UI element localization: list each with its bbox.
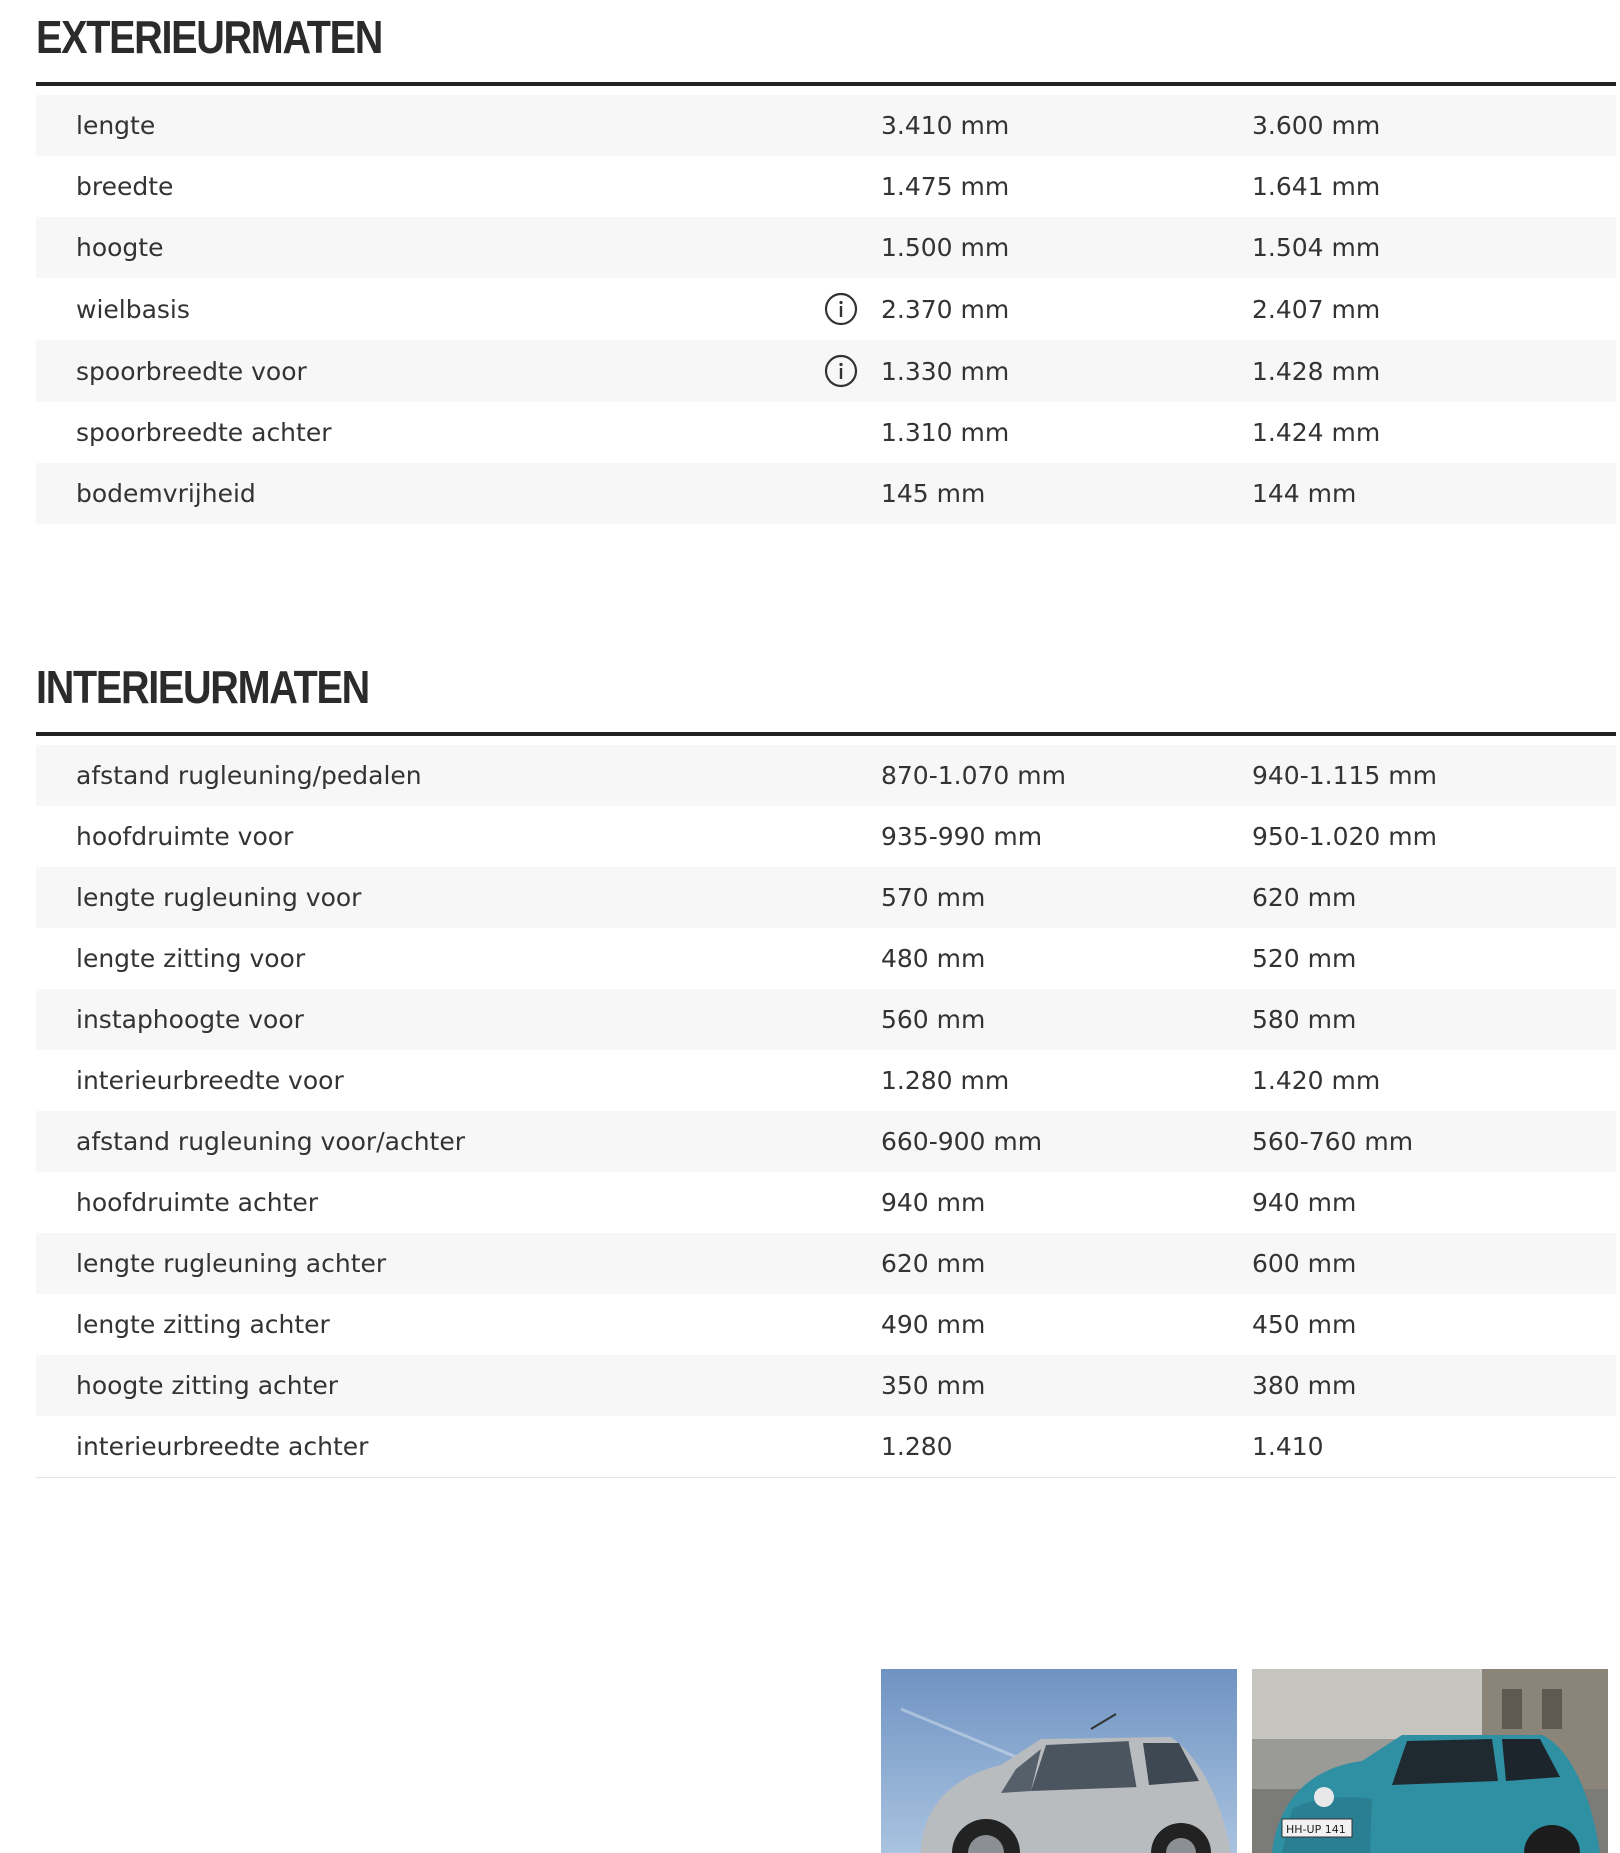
row-label: breedte (76, 172, 174, 201)
table-row (36, 340, 1616, 402)
table-row (36, 806, 1616, 867)
row-label: wielbasis (76, 294, 190, 324)
info-circle-icon[interactable] (824, 292, 858, 326)
value-car-2: 950-1.020 mm (1252, 822, 1437, 851)
section-interior (36, 652, 1616, 1478)
table-row (36, 1294, 1616, 1355)
table-row (36, 217, 1616, 278)
value-car-2: 580 mm (1252, 1005, 1357, 1034)
row-label: hoogte zitting achter (76, 1371, 339, 1400)
row-label: hoogte (76, 233, 164, 262)
value-car-1: 870-1.070 mm (881, 761, 1066, 790)
silver-hatchback-photo[interactable] (881, 1669, 1237, 1853)
section-divider (36, 82, 1616, 86)
value-car-1: 935-990 mm (881, 822, 1043, 851)
table-row (36, 745, 1616, 806)
value-car-2: 1.428 mm (1252, 356, 1381, 386)
value-car-1: 660-900 mm (881, 1127, 1043, 1156)
value-car-1: 1.280 mm (881, 1066, 1010, 1095)
value-car-1: 3.410 mm (881, 111, 1010, 140)
value-car-1: 940 mm (881, 1188, 986, 1217)
value-car-2: 1.504 mm (1252, 233, 1381, 262)
value-car-2: 1.410 (1252, 1432, 1324, 1461)
value-car-2: 620 mm (1252, 883, 1357, 912)
value-car-1: 1.280 (881, 1432, 953, 1461)
value-car-1: 1.330 mm (881, 356, 1010, 386)
section-exterior (36, 0, 1616, 524)
row-label: spoorbreedte voor (76, 356, 307, 386)
row-label: interieurbreedte voor (76, 1066, 344, 1095)
value-car-2: 380 mm (1252, 1371, 1357, 1400)
table-row (36, 95, 1616, 156)
table-row (36, 867, 1616, 928)
value-car-1: 480 mm (881, 944, 986, 973)
section-title: INTERIEURMATEN (36, 661, 369, 713)
table-row (36, 928, 1616, 989)
value-car-2: 144 mm (1252, 479, 1357, 508)
row-label: lengte zitting achter (76, 1310, 330, 1339)
row-label: bodemvrijheid (76, 479, 256, 508)
value-car-1: 1.475 mm (881, 172, 1010, 201)
value-car-1: 145 mm (881, 479, 986, 508)
value-car-2: 940 mm (1252, 1188, 1357, 1217)
value-car-1: 490 mm (881, 1310, 986, 1339)
dimensions-table (36, 745, 1616, 1477)
row-label: lengte (76, 111, 156, 140)
value-car-1: 560 mm (881, 1005, 986, 1034)
license-plate-text: HH-UP 141 (1286, 1823, 1346, 1836)
row-label: afstand rugleuning voor/achter (76, 1127, 466, 1156)
section-title: EXTERIEURMATEN (36, 11, 383, 63)
table-row (36, 1111, 1616, 1172)
row-label: hoofdruimte achter (76, 1188, 319, 1217)
table-row (36, 156, 1616, 217)
value-car-2: 520 mm (1252, 944, 1357, 973)
row-label: instaphoogte voor (76, 1005, 304, 1034)
dimensions-table (36, 95, 1616, 524)
info-circle-icon[interactable] (824, 354, 858, 388)
value-car-1: 2.370 mm (881, 294, 1010, 324)
table-row (36, 278, 1616, 340)
value-car-2: 1.424 mm (1252, 418, 1381, 447)
value-car-2: 450 mm (1252, 1310, 1357, 1339)
value-car-1: 350 mm (881, 1371, 986, 1400)
row-label: spoorbreedte achter (76, 418, 332, 447)
row-label: lengte zitting voor (76, 944, 306, 973)
row-label: hoofdruimte voor (76, 822, 294, 851)
value-car-2: 2.407 mm (1252, 294, 1381, 324)
row-label: lengte rugleuning achter (76, 1249, 387, 1278)
value-car-1: 570 mm (881, 883, 986, 912)
value-car-1: 1.500 mm (881, 233, 1010, 262)
section-divider (36, 732, 1616, 736)
table-row (36, 1172, 1616, 1233)
value-car-2: 3.600 mm (1252, 111, 1381, 140)
value-car-2: 600 mm (1252, 1249, 1357, 1278)
row-label: lengte rugleuning voor (76, 883, 362, 912)
value-car-2: 1.641 mm (1252, 172, 1381, 201)
value-car-2: 1.420 mm (1252, 1066, 1381, 1095)
value-car-2: 560-760 mm (1252, 1127, 1414, 1156)
row-label: interieurbreedte achter (76, 1432, 369, 1461)
row-label: afstand rugleuning/pedalen (76, 761, 422, 790)
table-row (36, 1416, 1616, 1477)
table-row (36, 463, 1616, 524)
table-row (36, 1050, 1616, 1111)
table-row (36, 402, 1616, 463)
table-row (36, 989, 1616, 1050)
value-car-1: 1.310 mm (881, 418, 1010, 447)
value-car-1: 620 mm (881, 1249, 986, 1278)
table-row (36, 1355, 1616, 1416)
table-bottom-border (36, 1477, 1616, 1478)
value-car-2: 940-1.115 mm (1252, 761, 1437, 790)
blue-hatchback-photo[interactable] (1252, 1669, 1608, 1853)
table-row (36, 1233, 1616, 1294)
